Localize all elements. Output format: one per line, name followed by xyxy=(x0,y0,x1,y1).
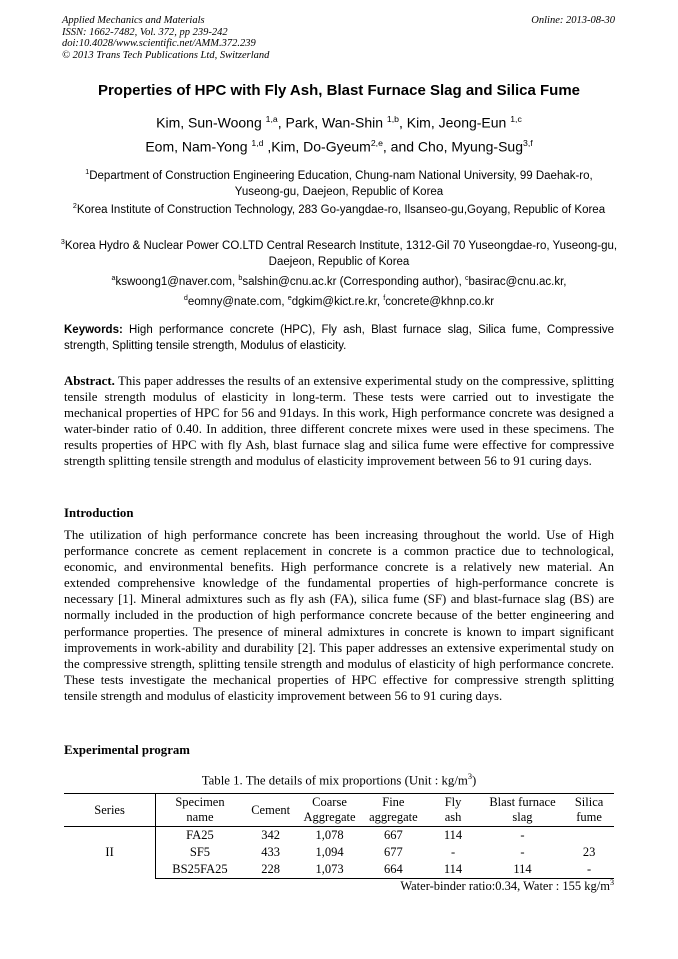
cell-cement: 433 xyxy=(261,845,281,859)
col-fine: Fine aggregate xyxy=(361,794,425,827)
journal-name: Applied Mechanics and Materials xyxy=(62,15,205,26)
cell-name: SF5 xyxy=(189,845,211,859)
cell-silica xyxy=(564,827,614,845)
journal-issn: ISSN: 1662-7482, Vol. 372, pp 239-242 xyxy=(62,26,228,38)
cell-silica: - xyxy=(564,861,614,879)
cell-fine: 664 xyxy=(361,861,425,879)
journal-header xyxy=(62,15,269,61)
keywords xyxy=(64,322,614,354)
author-line-1: Kim, Sun-Woong $^{1,a}$, Park, Wan-Shin $^{1,b}$, Kim, Jeong-Eun $^{1,c}$ xyxy=(156,114,522,131)
abstract xyxy=(64,373,614,470)
col-specimen: Specimen name xyxy=(156,794,244,827)
col-coarse: Coarse Aggregate xyxy=(298,794,362,827)
table-caption: Table 1. The details of mix proportions (Unit : $kg/m^3$) xyxy=(201,772,477,788)
cell-fly: - xyxy=(450,845,456,859)
affiliation-3: $^3$Korea Hydro & Nuclear Power CO.LTD Central Research Institute, 1312-Gil 70 Yuseongdae-ro, Yuseong-gu, Daejeon, Republic of Korea xyxy=(60,238,618,268)
keywords-label: Keywords: xyxy=(64,324,123,336)
cell-name: BS25FA25 xyxy=(156,861,244,879)
table-header-row xyxy=(64,794,614,827)
journal-copyright: © 2013 Trans Tech Publications Ltd, Switzerland xyxy=(62,49,270,61)
cell-coarse: 1,073 xyxy=(298,861,362,879)
cell-fly: 114 xyxy=(425,861,481,879)
cell-fly: 114 xyxy=(443,828,463,842)
abstract-text: This paper addresses the results of an extensive experimental study on the compressive, splitting tensile strength modulus of elasticity in long-term. These tests were carried out to investigate the mechanical properties of HPC for 56 and 91days. In this work, High performance concrete was designed a water-binder ratio of 0.40. In addition, three different concrete mixes were used in these specimens. The results properties of HPC with fly Ash, blast furnace slag and silica fume were effective for compressive strength splitting tensile strength and modulus of elasticity improvement between 56 to 91 curing days. xyxy=(64,374,614,469)
cell-cement: 228 xyxy=(244,861,298,879)
author-emails: $^a$kswoong1@naver.com, $^b$salshin@cnu.ac.kr (Corresponding author), $^c$basirac@cnu.ac.kr, $^d$eomny@nate.com, $^e$dgkim@kict.re.kr, $^f$concrete@khnp.co.kr xyxy=(111,274,567,308)
journal-doi: doi:10.4028/www.scientific.net/AMM.372.239 xyxy=(62,38,256,50)
introduction-heading: Introduction xyxy=(64,506,134,520)
col-fly-ash: Fly ash xyxy=(425,794,481,827)
author-line-2: Eom, Nam-Yong $^{1,d}$ ,Kim, Do-Gyeum$^{2,e}$, and Cho, Myung-Sug$^{3,f}$ xyxy=(145,138,533,155)
cell-coarse: 1,094 xyxy=(315,845,344,859)
abstract-label: Abstract. xyxy=(64,374,115,388)
experimental-heading: Experimental program xyxy=(64,743,190,757)
affiliation-1: $^1$Department of Construction Engineering Education, Chung-nam National University, 99 Daehak-ro, Yuseong-gu, Daejeon, Republic of Korea xyxy=(85,168,593,198)
cell-fine: 677 xyxy=(383,845,403,859)
series-cell: II xyxy=(64,827,156,879)
cell-silica: 23 xyxy=(582,845,596,859)
col-cement: Cement xyxy=(244,794,298,827)
cell-slag: - xyxy=(520,828,525,842)
cell-fine: 667 xyxy=(383,828,403,842)
online-date: Online: 2013-08-30 xyxy=(531,15,615,26)
col-series: Series xyxy=(64,794,156,827)
mix-proportions-table xyxy=(64,793,614,879)
col-slag: Blast furnace slag xyxy=(481,794,564,827)
affiliation-2: $^2$Korea Institute of Construction Technology, 283 Go-yangdae-ro, Ilsanseo-gu,Goyang, Republic of Korea xyxy=(72,202,606,216)
table-note: Water-binder ratio:0.34, Water : 155 $kg/m^3$ xyxy=(400,878,614,894)
cell-cement: 342 xyxy=(261,828,281,842)
table-row xyxy=(64,827,614,845)
cell-coarse: 1,078 xyxy=(315,828,344,842)
col-silica: Silica fume xyxy=(564,794,614,827)
paper-title: Properties of HPC with Fly Ash, Blast Furnace Slag and Silica Fume xyxy=(97,82,581,99)
cell-slag: 114 xyxy=(481,861,564,879)
cell-slag: - xyxy=(520,845,525,859)
keywords-text: High performance concrete (HPC), Fly ash, Blast furnace slag, Silica fume, Compressive strength, Splitting tensile strength, Modulus of elasticity. xyxy=(64,324,614,352)
cell-name: FA25 xyxy=(186,828,214,842)
introduction-text: The utilization of high performance concrete has been increasing throughout the world. Use of High performance concrete as cement replacement in concrete is a common practice due to technological, economic, and environmental benefits. High performance concrete is a relatively new material. An extended comprehensive knowledge of the fundamental properties of high-performance concrete is necessary [1]. Mineral admixtures such as fly ash (FA), silica fume (SF) and blast-furnace slag (BS) are normally included in the production of high performance concrete because of the better engineering and performance properties. The presence of mineral admixtures in concrete is known to impart significant improvements in work-ability and durability [2]. This paper addresses an extensive experimental study on the compressive strength, splitting tensile strength and modulus of elasticity of high performance concrete. These tests investigate the mechanical properties of HPC effective for compressive strength splitting tensile strength and modulus of elasticity improvement between 56 to 91 curing days. xyxy=(64,528,614,703)
